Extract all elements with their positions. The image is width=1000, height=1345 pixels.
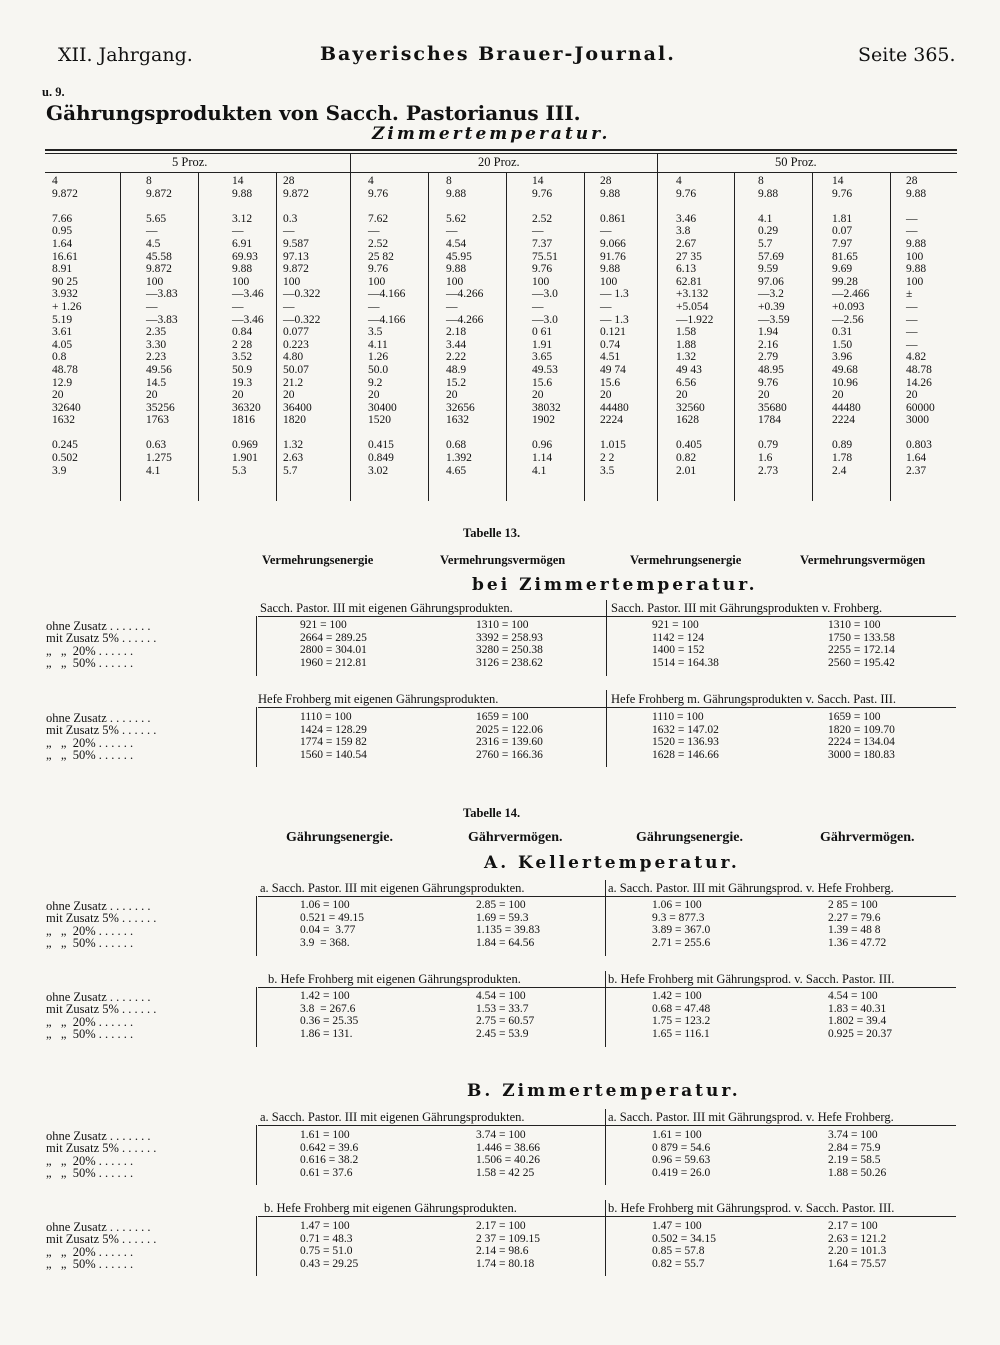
group-header-50: 50 Proz. bbox=[775, 155, 817, 169]
tab13-subtitle: bei Zimmertemperatur. bbox=[472, 575, 758, 595]
col-sep bbox=[734, 172, 735, 501]
tab13-b2-c1: 1110 = 100 1424 = 128.29 1774 = 159 82 1560 = 140.54 bbox=[300, 711, 367, 761]
col-sep bbox=[812, 172, 813, 501]
tab13-vrule bbox=[606, 690, 607, 767]
tab13-b2-c2: 1659 = 100 2025 = 122.06 2316 = 139.60 2760 = 166.36 bbox=[476, 711, 543, 761]
tab13-row-labels: ohne Zusatz . . . . . . . mit Zusatz 5% . . . . . . „ „ 20% . . . . . . „ „ 50% . . . . . . bbox=[46, 619, 157, 670]
tab14-a1-c3: 1.06 = 100 9.3 = 877.3 3.89 = 367.0 2.71 = 255.6 bbox=[652, 899, 711, 949]
col-sep bbox=[428, 172, 429, 501]
table-column: 4 9.76 7.62 — 2.52 25 82 9.76 100 —4.166 — —4.166 3.5 4.11 1.26 50.0 9.2 20 30400 1520 0.415 0.849 3.02 bbox=[368, 175, 406, 477]
table-column: 14 9.76 1.81 0.07 7.97 81.65 9.69 99.28 —2.466 +0.093 —2.56 0.31 1.50 3.96 49.68 10.96 20 44480 2224 0.89 1.78 2.4 bbox=[832, 175, 870, 477]
tab14-a2-c2: 4.54 = 100 1.53 = 33.7 2.75 = 60.57 2.45 = 53.9 bbox=[476, 990, 535, 1040]
tab14-a2-c4: 4.54 = 100 1.83 = 40.31 1.802 = 39.4 0.925 = 20.37 bbox=[828, 990, 892, 1040]
tab14-head-1: Gährungsenergie. bbox=[286, 830, 393, 845]
tab13-head-1: Vermehrungsenergie bbox=[262, 553, 374, 567]
tab14-vrule bbox=[256, 1125, 257, 1185]
tab13-block1-left-title: Sacch. Pastor. III mit eigenen Gährungsprodukten. bbox=[260, 601, 513, 615]
tab14-vrule bbox=[256, 987, 257, 1047]
tab14-b1-row-labels: ohne Zusatz . . . . . . . mit Zusatz 5% . . . . . . „ „ 20% . . . . . . „ „ 50% . . . . . . bbox=[46, 1129, 157, 1180]
top-table-rule-1 bbox=[45, 149, 957, 151]
tab13-b1-c4: 1310 = 100 1750 = 133.58 2255 = 172.14 2560 = 195.42 bbox=[828, 619, 895, 669]
col-sep bbox=[584, 172, 585, 501]
col-sep bbox=[506, 172, 507, 501]
tab14-b2-left-title: b. Hefe Frohberg mit eigenen Gährungsprodukten. bbox=[264, 1201, 517, 1215]
tab14-rule bbox=[258, 1125, 956, 1126]
top-table-rule-2 bbox=[45, 153, 957, 154]
top-table-divider-1 bbox=[350, 153, 351, 501]
tab14-vrule bbox=[605, 1200, 606, 1276]
tab14-b1-right-title: a. Sacch. Pastor. III mit Gährungsprod. v. Hefe Frohberg. bbox=[608, 1110, 894, 1124]
tab14-rule bbox=[258, 1216, 956, 1217]
tab13-row-labels-2: ohne Zusatz . . . . . . . mit Zusatz 5% . . . . . . „ „ 20% . . . . . . „ „ 50% . . . . . . bbox=[46, 711, 157, 762]
col-sep bbox=[198, 172, 199, 501]
tab14-head-4: Gährvermögen. bbox=[820, 830, 915, 845]
group-header-5: 5 Proz. bbox=[172, 155, 208, 169]
tab14-a2-row-labels: ohne Zusatz . . . . . . . mit Zusatz 5% . . . . . . „ „ 20% . . . . . . „ „ 50% . . . . . . bbox=[46, 990, 157, 1041]
col-sep bbox=[276, 172, 277, 501]
tab14-a2-c3: 1.42 = 100 0.68 = 47.48 1.75 = 123.2 1.65 = 116.1 bbox=[652, 990, 711, 1040]
tab14-vrule bbox=[256, 896, 257, 956]
table-13-title: Tabelle 13. bbox=[463, 526, 521, 540]
tab13-b2-c4: 1659 = 100 1820 = 109.70 2224 = 134.04 3000 = 180.83 bbox=[828, 711, 895, 761]
tab14-rule bbox=[258, 987, 956, 988]
tab13-head-2: Vermehrungsvermögen bbox=[440, 553, 566, 567]
tab14-vrule bbox=[605, 880, 606, 956]
table-column: 14 9.88 3.12 — 6.91 69.93 9.88 100 —3.46 — —3.46 0.84 2 28 3.52 50.9 19.3 20 36320 1816 0.969 1.901 5.3 bbox=[232, 175, 264, 477]
table-column: 28 9.872 0.3 — 9.587 97.13 9.872 100 —0.322 — —0.322 0.077 0.223 4.80 50.07 21.2 20 36400 1820 1.32 2.63 5.7 bbox=[283, 175, 321, 477]
table-column: 8 9.88 4.1 0.29 5.7 57.69 9.59 97.06 —3.2 +0.39 —3.59 1.94 2.16 2.79 48.95 9.76 20 35680 1784 0.79 1.6 2.73 bbox=[758, 175, 790, 477]
tab13-block2-left-title: Hefe Frohberg mit eigenen Gährungsprodukten. bbox=[258, 692, 499, 706]
tab13-b2-c3: 1110 = 100 1632 = 147.02 1520 = 136.93 1628 = 146.66 bbox=[652, 711, 719, 761]
tab13-vrule bbox=[606, 600, 607, 676]
tab14-b2-c4: 2.17 = 100 2.63 = 121.2 2.20 = 101.3 1.64 = 75.57 bbox=[828, 1220, 887, 1270]
tab14-b2-c2: 2.17 = 100 2 37 = 109.15 2.14 = 98.6 1.74 = 80.18 bbox=[476, 1220, 540, 1270]
tab14-rule bbox=[258, 896, 956, 897]
group-header-20: 20 Proz. bbox=[478, 155, 520, 169]
table-column: 8 9.872 5.65 — 4.5 45.58 9.872 100 —3.83 — —3.83 2.35 3.30 2.23 49.56 14.5 20 35256 1763 0.63 1.275 4.1 bbox=[146, 175, 178, 477]
tab14-section-b: B. Zimmertemperatur. bbox=[467, 1081, 741, 1101]
table-column: 14 9.76 2.52 — 7.37 75.51 9.76 100 —3.0 — —3.0 0 61 1.91 3.65 49.53 15.6 20 38032 1902 0.96 1.14 4.1 bbox=[532, 175, 561, 477]
tab14-a1-c4: 2 85 = 100 2.27 = 79.6 1.39 = 48 8 1.36 = 47.72 bbox=[828, 899, 887, 949]
tab14-section-a: A. Kellertemperatur. bbox=[484, 853, 740, 873]
tab14-a2-left-title: b. Hefe Frohberg mit eigenen Gährungsprodukten. bbox=[268, 972, 521, 986]
tab13-vrule bbox=[256, 707, 257, 767]
tab14-b1-left-title: a. Sacch. Pastor. III mit eigenen Gährungsprodukten. bbox=[260, 1110, 525, 1124]
tab14-b2-right-title: b. Hefe Frohberg mit Gährungsprod. v. Sacch. Pastor. III. bbox=[608, 1201, 895, 1215]
tab14-b2-c3: 1.47 = 100 0.502 = 34.15 0.85 = 57.8 0.82 = 55.7 bbox=[652, 1220, 716, 1270]
tab14-vrule bbox=[256, 1216, 257, 1276]
header-page-number: Seite 365. bbox=[858, 44, 956, 66]
top-table-rule-3 bbox=[45, 172, 957, 173]
table-column: 4 9.76 3.46 3.8 2.67 27 35 6.13 62.81 +3.132 +5.054 —1.922 1.58 1.88 1.32 49 43 6.56 20 32560 1628 0.405 0.82 2.01 bbox=[676, 175, 714, 477]
col-sep bbox=[120, 172, 121, 501]
top-table-divider-2 bbox=[657, 153, 658, 501]
tab14-b1-c1: 1.61 = 100 0.642 = 39.6 0.616 = 38.2 0.61 = 37.6 bbox=[300, 1129, 359, 1179]
tab13-head-4: Vermehrungsvermögen bbox=[800, 553, 926, 567]
tab14-a1-left-title: a. Sacch. Pastor. III mit eigenen Gährungsprodukten. bbox=[260, 881, 525, 895]
header-journal-title: Bayerisches Brauer-Journal. bbox=[320, 43, 676, 65]
continuation-label: u. 9. bbox=[42, 85, 65, 99]
tab14-b1-c4: 3.74 = 100 2.84 = 75.9 2.19 = 58.5 1.88 = 50.26 bbox=[828, 1129, 887, 1179]
table-14-title: Tabelle 14. bbox=[463, 806, 521, 820]
tab14-a2-right-title: b. Hefe Frohberg mit Gährungsprod. v. Sacch. Pastor. III. bbox=[608, 972, 895, 986]
table-column: 8 9.88 5.62 — 4.54 45.95 9.88 100 —4.266 — —4.266 2.18 3.44 2.22 48.9 15.2 20 32656 1632 0.68 1.392 4.65 bbox=[446, 175, 484, 477]
tab13-block1-right-title: Sacch. Pastor. III mit Gährungsprodukten v. Frohberg. bbox=[611, 601, 883, 615]
tab14-a1-row-labels: ohne Zusatz . . . . . . . mit Zusatz 5% . . . . . . „ „ 20% . . . . . . „ „ 50% . . . . . . bbox=[46, 899, 157, 950]
tab13-rule bbox=[258, 616, 956, 617]
header-volume: XII. Jahrgang. bbox=[58, 44, 193, 66]
section-title: Gährungsprodukten von Sacch. Pastorianus III. bbox=[46, 101, 581, 125]
section-subtitle: Zimmertemperatur. bbox=[372, 124, 611, 144]
tab14-head-2: Gährvermögen. bbox=[468, 830, 563, 845]
tab14-a1-c1: 1.06 = 100 0.521 = 49.15 0.04 = 3.77 3.9 = 368. bbox=[300, 899, 364, 949]
tab13-b1-c1: 921 = 100 2664 = 289.25 2800 = 304.01 1960 = 212.81 bbox=[300, 619, 367, 669]
tab14-head-3: Gährungsenergie. bbox=[636, 830, 743, 845]
tab14-vrule bbox=[605, 971, 606, 1047]
tab13-block2-right-title: Hefe Frohberg m. Gährungsprodukten v. Sacch. Past. III. bbox=[611, 692, 897, 706]
tab14-b1-c2: 3.74 = 100 1.446 = 38.66 1.506 = 40.26 1.58 = 42 25 bbox=[476, 1129, 540, 1179]
tab14-vrule bbox=[605, 1109, 606, 1185]
tab14-a1-c2: 2.85 = 100 1.69 = 59.3 1.135 = 39.83 1.84 = 64.56 bbox=[476, 899, 540, 949]
tab14-b1-c3: 1.61 = 100 0 879 = 54.6 0.96 = 59.63 0.419 = 26.0 bbox=[652, 1129, 711, 1179]
tab13-vrule bbox=[256, 616, 257, 676]
tab14-b2-c1: 1.47 = 100 0.71 = 48.3 0.75 = 51.0 0.43 = 29.25 bbox=[300, 1220, 359, 1270]
table-column: 28 9.88 — — 9.88 100 9.88 100 ± — — — — 4.82 48.78 14.26 20 60000 3000 0.803 1.64 2.37 bbox=[906, 175, 935, 477]
tab14-a2-c1: 1.42 = 100 3.8 = 267.6 0.36 = 25.35 1.86 = 131. bbox=[300, 990, 359, 1040]
tab13-rule bbox=[258, 707, 956, 708]
tab14-b2-row-labels: ohne Zusatz . . . . . . . mit Zusatz 5% . . . . . . „ „ 20% . . . . . . „ „ 50% . . . . . . bbox=[46, 1220, 157, 1271]
col-sep bbox=[890, 172, 891, 501]
tab14-a1-right-title: a. Sacch. Pastor. III mit Gährungsprod. v. Hefe Frohberg. bbox=[608, 881, 894, 895]
tab13-head-3: Vermehrungsenergie bbox=[630, 553, 742, 567]
table-column: 4 9.872 7.66 0.95 1.64 16.61 8.91 90 25 3.932 + 1.26 5.19 3.61 4.05 0.8 48.78 12.9 20 32640 1632 0.245 0.502 3.9 bbox=[52, 175, 82, 477]
tab13-b1-c3: 921 = 100 1142 = 124 1400 = 152 1514 = 164.38 bbox=[652, 619, 719, 669]
tab13-b1-c2: 1310 = 100 3392 = 258.93 3280 = 250.38 3126 = 238.62 bbox=[476, 619, 543, 669]
table-column: 28 9.88 0.861 — 9.066 91.76 9.88 100 — 1.3 — — 1.3 0.121 0.74 4.51 49 74 15.6 20 44480 2224 1.015 2 2 3.5 bbox=[600, 175, 629, 477]
